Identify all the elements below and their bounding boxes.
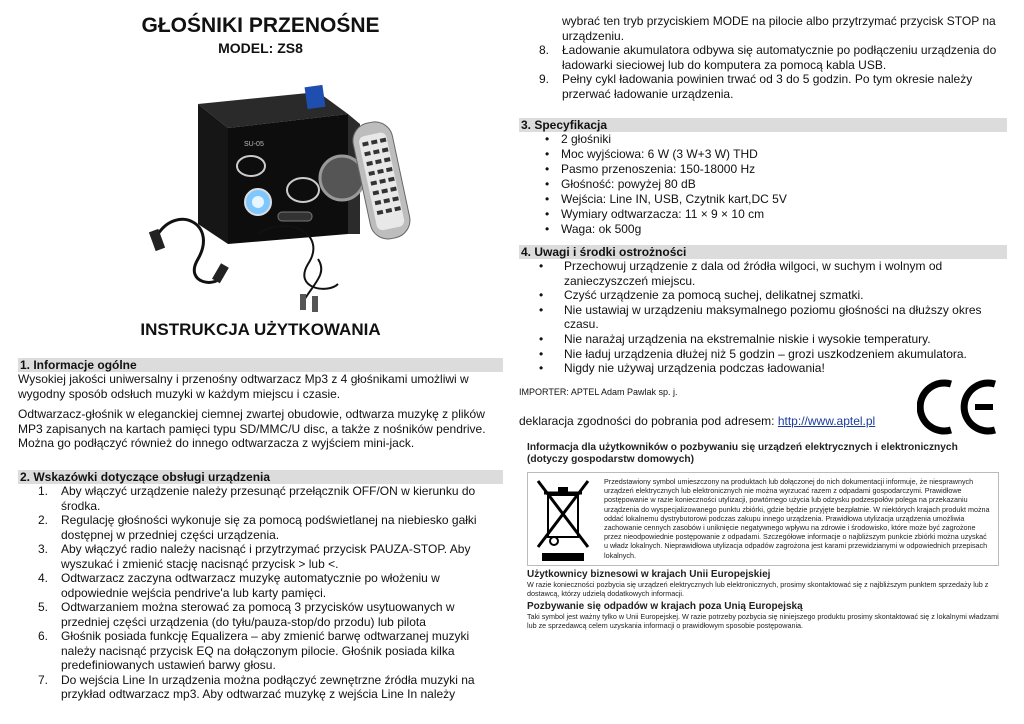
importer-block xyxy=(519,387,909,397)
list-item: 6. Głośnik posiada funkcję Equalizera – aby zmienić barwę odtwarzanej muzyki należy nacisnąć przycisk EQ na dołączonym pilocie. Głośnik posiada kilka predefiniowanych ustawień barwy głosu. xyxy=(38,629,470,672)
list-item-continuation: wybrać ten tryb przyciskiem MODE na pilocie albo przytrzymać przycisk STOP na urządzeniu. xyxy=(562,14,996,43)
weee-paragraph: Taki symbol jest ważny tylko w Unii Europejskej. W razie potrzeby pozbycia się niniejszego produktu prosimy skontaktować się z lokalnymi władzami lub ze sprzedawcą celem uzyskania informacji o prawidłowym sposobie postępowania. xyxy=(527,611,999,630)
list-item: • 2 głośniki xyxy=(519,132,1007,147)
section-heading: 4. Uwagi i środki ostrożności xyxy=(519,245,1007,259)
list-item: • Przechowuj urządzenie z dala od źródła wilgoci, w suchym i wolnym od zanieczyszczeń miejscu. xyxy=(519,259,1007,288)
list-item: 9. Pełny cykl ładowania powinien trwać od 3 do 5 godzin. Po tym okresie należy przerwać ładowanie urządzenia. xyxy=(539,72,973,101)
section-general-info xyxy=(18,358,503,451)
list-item: 2. Regulację głośności wykonuje się za pomocą podświetlanej na niebiesko gałki dostępnej w przedniej części urządzenia. xyxy=(38,513,477,542)
section-heading: 1. Informacje ogólne xyxy=(18,358,503,372)
list-item: 7. Do wejścia Line In urządzenia można podłączyć zewnętrzne źródła muzyki na przykład odtwarzacz mp3. Aby odtwarzać muzykę z wejścia Line In należy xyxy=(38,672,475,701)
list-item: • Nie ładuj urządzenia dłużej niż 5 godzin – grozi uszkodzeniem akumulatora. xyxy=(519,347,1007,362)
section-specification xyxy=(519,118,1007,237)
spec-list xyxy=(519,132,1007,237)
tips-list xyxy=(18,484,503,702)
ce-mark-icon xyxy=(917,376,1002,438)
list-item: • Nie ustawiaj w urządzeniu maksymalnego poziomu głośności na dłuższy okres czasu. xyxy=(519,303,1007,332)
declaration-text: deklaracja zgodności do pobrania pod adresem: http://www.aptel.pl xyxy=(519,414,876,428)
list-item: • Pasmo przenoszenia: 150-18000 Hz xyxy=(519,162,1007,177)
weee-paragraph: W razie konieczności pozbycia się urządzeń elektrycznych lub elektronicznych, prosimy skontaktować się z najbliższym punktem sprzedaży lub z dostawcą, którzy udzielą dodatkowych informacji. xyxy=(527,579,989,598)
tips-list-continued xyxy=(519,14,1007,101)
left-column xyxy=(18,14,503,701)
list-item: 5. Odtwarzaniem można sterować za pomocą 3 przycisków usytuowanych w przedniej części urządzenia (do tyłu/pauza-stop/do przodu) lub pilota xyxy=(38,600,455,629)
section-precautions xyxy=(519,245,1007,376)
weee-heading: Informacja dla użytkowników o pozbywaniu się urządzeń elektrycznych i elektronicznych (dotyczy gospodarstw domowych) xyxy=(527,442,958,465)
instructions-title: INSTRUKCJA UŻYTKOWANIA xyxy=(140,320,381,339)
list-item: 3. Aby włączyć radio należy nacisnąć i przytrzymać przycisk PAUZA-STOP. Aby wyszukać i zmienić stację nacisnąć przycisk > lub <. xyxy=(38,542,471,571)
list-item: • Wymiary odtwarzacza: 11 × 9 × 10 cm xyxy=(519,207,1007,222)
section-heading: 2. Wskazówki dotyczące obsługi urządzenia xyxy=(18,470,503,484)
list-item: 8. Ładowanie akumulatora odbywa się automatycznie po podłączeniu urządzenia do ładowarki sieciowej lub do komputera za pomocą kabla USB. xyxy=(539,43,997,72)
crossed-bin-icon xyxy=(528,473,598,565)
weee-info-block xyxy=(527,442,999,630)
list-item: • Głośność: powyżej 80 dB xyxy=(519,177,1007,192)
right-column xyxy=(519,14,1007,630)
weee-box xyxy=(527,472,999,566)
weee-subheading: Pozbywanie się odpadów w krajach poza Unią Europejską xyxy=(527,601,803,612)
declaration-block xyxy=(519,414,909,428)
usb-stick xyxy=(305,85,326,109)
list-item: • Moc wyjściowa: 6 W (3 W+3 W) THD xyxy=(519,147,1007,162)
device-label: SU-05 xyxy=(244,141,264,148)
weee-body: Przedstawiony symbol umieszczony na produktach lub dołączonej do nich dokumentacji informuje, że niesprawnych urządzeń elektrycznych lub elektronicznych nie można wyrzucać razem z odpadami gospodarczymi. Prawidłowe postępowanie w razie konieczności utylizacji, powtórnego użycia lub odzysku podzespołów polega na przekazaniu urządzenia do wyspecjalizowanego punktu zbiórki, gdzie będzie przyjęte bezpłatnie. W niektórych krajach produkt można oddać lokalnemu dystrybutorowi podczas zakupu innego urządzenia. Prawidłowa utylizacja urządzenia umożliwia zachowanie cennych zasobów i uniknięcie negatywnego wpływu na zdrowie i środowisko, które może być zagrożone przez nieodpowiednie postępowanie z odpadami. Szczegółowe informacje o najbliższym punkcie zbiórki można uzyskać u władz lokalnych. Nieprawidłowa utylizacja odpadów zagrożona jest karami przewidzianymi w odpowiednich przepisach lokalnych. xyxy=(604,477,990,560)
list-item: 1. Aby włączyć urządzenie należy przesunąć przełącznik OFF/ON w kierunku do środka. xyxy=(38,484,476,513)
list-item: • Czyść urządzenie za pomocą suchej, delikatnej szmatki. xyxy=(519,288,1007,303)
list-item: • Waga: ok 500g xyxy=(519,222,1007,237)
precautions-list xyxy=(519,259,1007,376)
list-item: • Nie narażaj urządzenia na ekstremalnie niskie i wysokie temperatury. xyxy=(519,332,1007,347)
section-heading: 3. Specyfikacja xyxy=(519,118,1007,132)
section-operating-tips xyxy=(18,470,503,702)
document-title: GŁOŚNIKI PRZENOŚNE xyxy=(141,14,380,37)
list-item: • Wejścia: Line IN, USB, Czytnik kart,DC 5V xyxy=(519,192,1007,207)
control-buttons xyxy=(278,212,312,221)
declaration-link[interactable]: http://www.aptel.pl xyxy=(777,414,876,428)
paragraph: Odtwarzacz-głośnik w eleganckiej ciemnej zwartej obudowie, odtwarza muzykę z plików MP3 zapisanych na kartach pamięci typu SD/MMC/U disc, a także z nośników pendrive. Można go podłączyć również do innego odtwarzacza z wyjściem mini-jack. xyxy=(18,407,486,450)
product-photo xyxy=(128,84,418,314)
list-item: • Nigdy nie używaj urządzenia podczas ładowania! xyxy=(519,361,1007,376)
paragraph: Wysokiej jakości uniwersalny i przenośny odtwarzacz Mp3 z 4 głośnikami umożliwi w wygodny sposób odsłuch muzyki w każdym miejscu i czasie. xyxy=(18,372,469,401)
weee-subheading: Użytkownicy biznesowi w krajach Unii Europejskiej xyxy=(527,569,771,580)
speaker-left-side xyxy=(198,104,228,244)
importer-text: IMPORTER: APTEL Adam Pawlak sp. j. xyxy=(519,387,678,397)
model-label: MODEL: ZS8 xyxy=(218,40,303,56)
list-item: 4. Odtwarzacz zaczyna odtwarzacz muzykę automatycznie po włożeniu w odpowiednie wejścia pendrive'a lub karty pamięci. xyxy=(38,571,440,600)
